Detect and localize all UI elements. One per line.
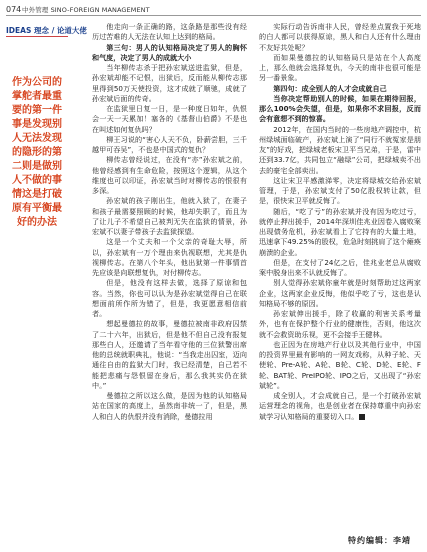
article-paragraph: 而如果曼德拉的认知格局只是站在个人高度上，那么他就会选择复仇，今天的南非也很可能是另一番景象。 — [259, 52, 421, 83]
article-paragraph: 也正因为在房地产行业以及其他行业中，中国的投资界里最有影响的一网友戏称，从种子轮、天使轮、Pre-A轮、A轮、B轮、C轮、D轮、E轮、F轮、BAT轮、PreIPO轮、IPO之后，又出现了“孙宏斌轮”。 — [259, 339, 421, 390]
section-label: IDEAS 理念 / 论道大佬 — [6, 26, 87, 35]
article-subheading: 第四句：成全别人的人才会成就自己 — [273, 83, 387, 93]
editor-credit: 特约编辑：李靖 — [348, 536, 411, 545]
article-paragraph: 柳传志曾经说过，在没有“亦”孙宏斌之前，他曾经感到有生命危险，按照这个逻辑，从这个维度也可以印证，孙宏斌当时对柳传志的恨很有多深。 — [92, 155, 247, 195]
article-paragraph: 成全别人，才会成就自己，是一个打破孙宏斌运营理念的视角，也是创业者在保持尊重中向孙宏斌学习认知格局的重要切入口。 — [259, 391, 421, 421]
article-subheading: 第三句：男人的认知格局决定了男人的胸怀和气度，决定了男人的成就大小 — [92, 42, 247, 62]
article-paragraph: 随后，“吃了亏”的孙宏斌并没有因为吃过亏，就停止押出援手，2014年深圳佳兆业因卷入腐败案出现债务危机，孙宏斌看上了它持有的大量土地，迅速拿下49.25%的股权，危急时刻挑肩了这个瘫痪崩溃的企业。 — [259, 206, 421, 257]
section-divider — [6, 36, 68, 37]
article-paragraph: 曼德拉之所以这么做，是因为他的认知格局站在国家的高度上，虽然南非统一了，但是，黑人和白人的仇恨并没有消除，曼德拉用 — [92, 391, 247, 421]
magazine-name: 中外管理 SINO-FOREIGN MANAGEMENT — [22, 6, 150, 14]
pull-quote: 作为公司的掌舵者最重要的第一件事是发现别人无法发现的隐形的第二则是做别人不做的事情这是打破原有平衡最好的办法 — [12, 77, 62, 228]
article-column-2 — [259, 22, 421, 422]
article-paragraph: 实际行动告诉南非人民，曾经差点置我于死地的白人都可以获得原谅，黑人和白人还有什么理由不友好共处呢？ — [259, 22, 421, 52]
article-subheading: 当你决定帮助别人的时候，如果在期待回报，那么100%会失望，但是，如果你不求回报，反而会有意想不到的惊喜。 — [259, 93, 421, 124]
article-paragraph: 柳王习说的“害心人天不负，卧薪尝胆，三千越甲可吞吴”，不也是中国式的复仇？ — [92, 134, 247, 154]
article-paragraph: 别人觉得孙宏斌你童年就是时刻帮助过这两家企业，这两家企业反悔，他似乎吃了亏，这也是认知格局不够的原因。 — [259, 278, 421, 308]
article-paragraph: 这是一个丈夫和一个父亲的奇耻大辱，所以，孙宏斌有一万个理由来仇视联想，尤其是仇视柳传志。在第八个年头，他出狱第一件事情首先应该是向联想复仇，对付柳传志。 — [92, 237, 247, 277]
article-paragraph: 但是，在支付了24亿之后，佳兆业老总从腐败案中脱身出来不认就反悔了。 — [259, 257, 421, 277]
article-paragraph: 在监狱里日复一日，是一种度日如年，仇恨会一天一天累加！塞各的《基督山伯爵》不是也在叫述如何复仇吗？ — [92, 104, 247, 134]
page-header — [0, 0, 427, 22]
article-paragraph: 当年柳传志杀于把孙宏斌送进监狱，但是，孙宏斌却能不记恨，出狱后，反而能从柳传志那里得到50万天使投资，这才成就了顺驰，成就了孙宏斌后面的传奇。 — [92, 63, 247, 103]
article-paragraph: 他走向一条正确的路，这条路是那些没有经历过苦难的人无法在认知上达到的格局。 — [92, 22, 247, 42]
article-paragraph: 孙宏斌伸出援手，除了收赢的利害关系考量外，也有在保护整个行业的健康性，否则，他这次就不会救资助乐视，更不会接手王健林。 — [259, 309, 421, 339]
article-paragraph: 孙宏斌的孩子刚出生，他就入狱了，在妻子和孩子最需要照顾的时候，他却失职了，而且为了让儿子不希望自己被判无失在监狱的情景，孙宏斌不以妻子带孩子去监狱探望。 — [92, 196, 247, 236]
header-divider — [6, 15, 421, 16]
page-number: 074 — [6, 5, 22, 14]
article-column-1 — [92, 22, 247, 422]
article-paragraph: 2012年，在国内当时的一些房地产调控中，杭州绿城面临破产，孙宏斌上演了“同行不就冤家是朋友”的好戏，把绿城老板宋卫平当兄弟，于是，雷中还到33.7亿，共同包立“融绿”公司，把绿城卖不出去的豪宅全部卖出。 — [259, 124, 421, 175]
article-paragraph: 这让宋卫平感激涕零，决定将绿城交给孙宏斌管理，于是，孙宏斌支付了50亿股权转让款，但是，很快宋卫平就反悔了。 — [259, 175, 421, 206]
article-paragraph: 但是，他没有这样去做，选择了原谅和包容。当然，你也可以认为是孙宏斌觉得自己在联想面前所作所为错了，但是，我更愿意相信前者。 — [92, 278, 247, 318]
end-of-article-mark — [359, 414, 365, 420]
article-paragraph: 想起曼德拉的故事，曼德拉被南非政府囚禁了二十六年，出狱后，但是他不但自己没有报复那些白人，还邀请了当年看守他的三位狱警出席他的总统就职典礼，他说：“当我走出囚室，迈向通往自由的监狱大门时，我已经清楚，自己若不能把悲痛与怨恨留在身后，那么我其实仍在狱中。” — [92, 319, 247, 390]
